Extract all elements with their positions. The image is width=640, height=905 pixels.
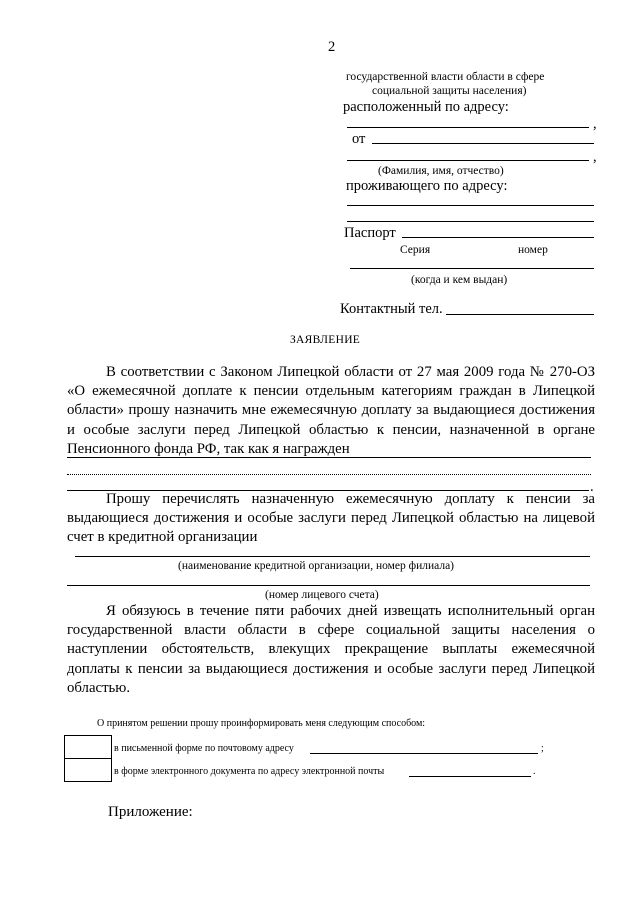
email-option-end: .: [533, 766, 536, 777]
passport-label: Паспорт: [344, 225, 396, 241]
postal-address-line[interactable]: [310, 753, 538, 754]
postal-option-end: ;: [541, 743, 544, 754]
from-label: от: [352, 131, 366, 147]
number-label: номер: [518, 244, 548, 256]
address-label: расположенный по адресу:: [343, 99, 509, 115]
paragraph-2-text: Прошу перечислять назначенную ежемесячную доплату к пенсии за выдающиеся достижения и особые заслуги перед Липецкой областью на лицевой счет в кредитной организации: [67, 491, 595, 546]
award-line-2[interactable]: [67, 474, 591, 475]
email-address-line[interactable]: [409, 776, 531, 777]
paragraph-1-text: В соответствии с Законом Липецкой области от 27 мая 2009 года № 270-ОЗ «О ежемесячной доплате к пенсии отдельным категориям граждан в Липецкой области» прошу назначить мне ежемесячную доплату за выдающиеся достижения и особые заслуги перед Липецкой областью к пенсии, назначенной в органе Пенсионного фонда РФ, так как я награжден: [67, 364, 595, 457]
attachment-label: Приложение:: [108, 804, 193, 820]
paragraph-2: [67, 490, 595, 548]
header-line-1: государственной власти области в сфере: [346, 71, 545, 83]
living-line-2[interactable]: [347, 221, 594, 222]
contact-label: Контактный тел.: [340, 301, 443, 317]
address-line[interactable]: [347, 127, 589, 128]
postal-option-label: в письменной форме по почтовому адресу: [114, 743, 294, 754]
paragraph-3: [67, 602, 595, 698]
document-title: ЗАЯВЛЕНИЕ: [290, 334, 361, 346]
bank-caption: (наименование кредитной организации, номер филиала): [178, 560, 455, 572]
living-line-1[interactable]: [347, 205, 594, 206]
from-line[interactable]: [372, 143, 594, 144]
award-line-1[interactable]: [67, 457, 591, 458]
passport-line[interactable]: [402, 237, 594, 238]
fio-caption: (Фамилия, имя, отчество): [378, 165, 504, 177]
page-number: 2: [328, 39, 336, 55]
series-label: Серия: [400, 244, 431, 256]
award-end-dot: .: [590, 479, 594, 495]
issued-line[interactable]: [350, 268, 594, 269]
paragraph-1: [67, 363, 595, 459]
email-checkbox[interactable]: [64, 758, 112, 782]
postal-checkbox[interactable]: [64, 735, 112, 759]
fio-line[interactable]: [347, 160, 589, 161]
living-label: проживающего по адресу:: [346, 178, 508, 194]
address-comma: ,: [593, 116, 597, 132]
notify-intro: О принятом решении прошу проинформировать меня следующим способом:: [97, 718, 426, 729]
account-line[interactable]: [67, 585, 590, 586]
bank-line[interactable]: [75, 556, 590, 557]
header-line-2: социальной защиты населения): [372, 85, 527, 97]
email-option-label: в форме электронного документа по адресу электронной почты: [114, 766, 385, 777]
fio-comma: ,: [593, 149, 597, 165]
account-caption: (номер лицевого счета): [265, 589, 379, 601]
paragraph-3-text: Я обязуюсь в течение пяти рабочих дней извещать исполнительный орган государственной власти области в сфере социальной защиты населения о наступлении обстоятельств, влекущих прекращение выплаты ежемесячной доплаты к пенсии за выдающиеся достижения и особые заслуги перед Липецкой областью.: [67, 603, 595, 696]
issued-caption: (когда и кем выдан): [411, 274, 508, 286]
contact-line[interactable]: [446, 314, 594, 315]
